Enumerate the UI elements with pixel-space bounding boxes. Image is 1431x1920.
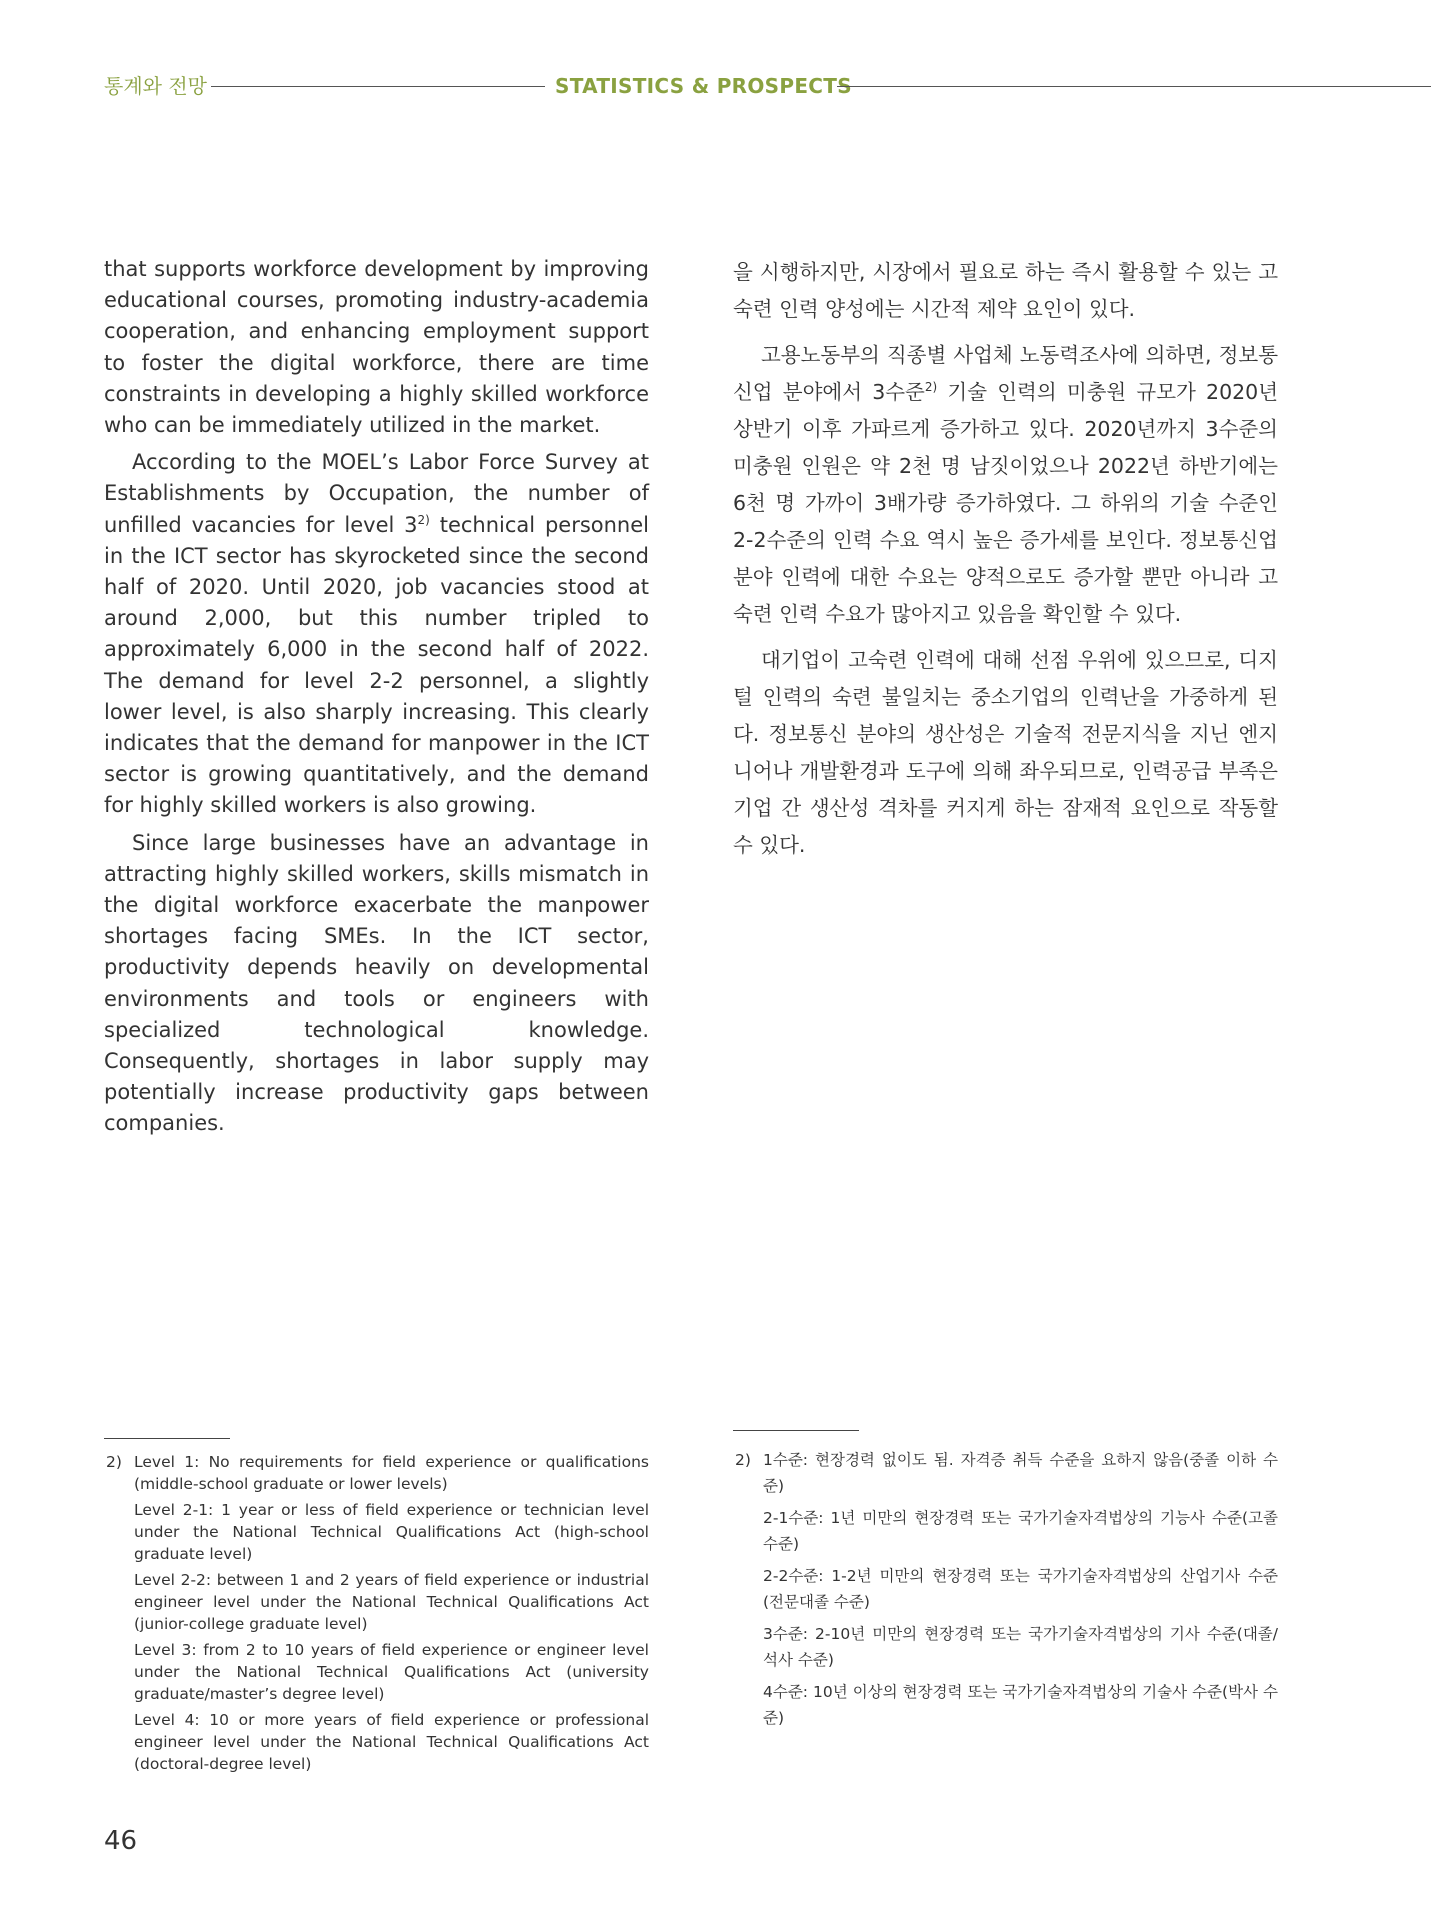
english-paragraph-1: that supports workforce development by improving educational courses, promoting industry-academia cooperation, and enhancing employment support to foster the digital workforce, there are time constraints in developing a highly skilled workforce who can be immediately utilized in the market.: [104, 257, 649, 438]
header-rule-left: [211, 86, 545, 87]
footnote-divider-ko: [733, 1430, 859, 1431]
footnote-item: [733, 1505, 1278, 1557]
korean-paragraph-1: 을 시행하지만, 시장에서 필요로 하는 즉시 활용할 수 있는 고숙련 인력 양성에는 시간적 제약 요인이 있다.: [733, 260, 1278, 321]
page-header: [0, 72, 1431, 100]
header-english-title: STATISTICS & PROSPECTS: [555, 74, 852, 98]
korean-paragraph-2: [733, 337, 1278, 633]
footnote-text: Level 3: from 2 to 10 years of field experience or engineer level under the National Technical Qualifications Act (university graduate/master’s degree level): [134, 1641, 649, 1703]
korean-column: [733, 254, 1278, 864]
english-column: [104, 254, 649, 1140]
footnote-number: 2): [735, 1451, 751, 1469]
footnote-text: 4수준: 10년 이상의 현장경력 또는 국가기술자격법상의 기술사 수준(박사 수준): [763, 1683, 1278, 1727]
footnote-item: [104, 1499, 649, 1565]
footnote-item: [733, 1447, 1278, 1499]
korean-paragraph-2-end: 기술 인력의 미충원 규모가 2020년 상반기 이후 가파르게 증가하고 있다. 2020년까지 3수준의 미충원 인원은 약 2천 명 남짓이었으나 2022년 하반기에는 6천 명 가까이 3배가량 증가하였다. 그 하위의 기술 수준인 2-2수준의 인력 수요 역시 높은 증가세를 보인다. 정보통신업 분야 인력에 대한 수요는 양적으로도 증가할 뿐만 아니라 고숙련 인력 수요가 많아지고 있음을 확인할 수 있다.: [733, 380, 1279, 626]
footnote-text: Level 2-2: between 1 and 2 years of field experience or industrial engineer level under the National Technical Qualifications Act (junior-college graduate level): [134, 1571, 649, 1633]
english-paragraph-3: Since large businesses have an advantage in attracting highly skilled workers, skills mismatch in the digital workforce exacerbate the manpower shortages facing SMEs. In the ICT sector, productivity depends heavily on developmental environments and tools or engineers with specialized technological knowledge. Consequently, shortages in labor supply may potentially increase productivity gaps between companies.: [104, 830, 649, 1136]
footnote-item: [733, 1679, 1278, 1731]
korean-paragraph-2-start: 고용노동부의 직종별 사업체 노동력조사에 의하면, 정보통신업 분야에서 3수준: [733, 343, 1278, 404]
footnote-item: [104, 1709, 649, 1775]
footnote-ref-en: 2): [417, 512, 430, 527]
footnote-item: [733, 1621, 1278, 1673]
english-paragraph-2-start: According to the MOEL’s Labor Force Survey at Establishments by Occupation, the number of unfilled vacancies for level 3: [104, 450, 649, 537]
footnote-item: [104, 1639, 649, 1705]
footnote-number: 2): [106, 1453, 122, 1471]
footnotes-english: [104, 1451, 649, 1775]
english-paragraph-2: [104, 447, 649, 821]
page-number: 46: [104, 1826, 138, 1856]
footnote-divider-en: [104, 1438, 230, 1439]
english-paragraph-2-end: technical personnel in the ICT sector has skyrocketed since the second half of 2020. Until 2020, job vacancies stood at around 2,000, but this number tripled to approximately 6,000 in the second half of 2022. The demand for level 2-2 personnel, a slightly lower level, is also sharply increasing. This clearly indicates that the demand for manpower in the ICT sector is growing quantitatively, and the demand for highly skilled workers is also growing.: [104, 512, 649, 818]
footnote-text: 3수준: 2-10년 미만의 현장경력 또는 국가기술자격법상의 기사 수준(대졸/석사 수준): [763, 1625, 1278, 1669]
footnote-item: [104, 1569, 649, 1635]
footnote-item: [733, 1563, 1278, 1615]
footnote-text: 1수준: 현장경력 없이도 됨. 자격증 취득 수준을 요하지 않음(중졸 이하 수준): [763, 1451, 1278, 1495]
korean-paragraph-3: 대기업이 고숙련 인력에 대해 선점 우위에 있으므로, 디지털 인력의 숙련 불일치는 중소기업의 인력난을 가중하게 된다. 정보통신 분야의 생산성은 기술적 전문지식을 지닌 엔지니어나 개발환경과 도구에 의해 좌우되므로, 인력공급 부족은 기업 간 생산성 격차를 커지게 하는 잠재적 요인으로 작동할 수 있다.: [733, 648, 1278, 857]
footnote-text: 2-2수준: 1-2년 미만의 현장경력 또는 국가기술자격법상의 산업기사 수준(전문대졸 수준): [763, 1567, 1278, 1611]
footnote-text: 2-1수준: 1년 미만의 현장경력 또는 국가기술자격법상의 기능사 수준(고졸수준): [763, 1509, 1278, 1553]
header-korean-title: 통계와 전망: [104, 74, 207, 98]
footnote-text: Level 1: No requirements for field experience or qualifications (middle-school graduate or lower levels): [134, 1453, 649, 1493]
footnotes-korean: [733, 1447, 1278, 1731]
footnote-text: Level 2-1: 1 year or less of field experience or technician level under the National Technical Qualifications Act (high-school graduate level): [134, 1501, 649, 1563]
header-rule-right: [837, 86, 1431, 87]
footnote-ref-ko: 2): [924, 380, 938, 395]
footnote-item: [104, 1451, 649, 1495]
footnote-text: Level 4: 10 or more years of field experience or professional engineer level under the National Technical Qualifications Act (doctoral-degree level): [134, 1711, 649, 1773]
